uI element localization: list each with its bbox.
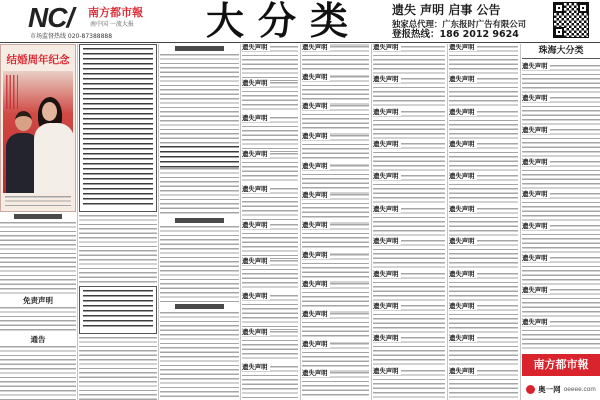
notice-body [79,337,157,400]
notice-entry [449,76,518,106]
notice-label: 遗失声明 [373,107,399,116]
column-b [79,44,157,400]
notice-label: 遗失声明 [373,172,399,181]
notice-label: 遗失声明 [373,301,399,310]
notice-entry [449,238,518,268]
column-divider [300,44,301,400]
company-meeting-text [83,290,153,330]
notice-label: 遗失声明 [242,185,268,194]
bride-head [42,102,57,121]
zhuhai-heading: 珠海大分类 [522,44,600,59]
notice-label: 遗失声明 [522,158,548,166]
notice-body [160,168,239,216]
notice-label: 遗失声明 [522,222,548,230]
notice-entry [242,151,298,185]
notice-entry [373,141,445,171]
column-a [0,44,76,400]
notice-entry [302,281,369,309]
notice-label: 遗失声明 [242,220,268,229]
notice-list [373,44,445,400]
notice-entry [522,95,600,125]
notice-entry [373,206,445,236]
column-divider [158,44,159,400]
column-g [449,44,518,400]
notice-label: 遗失声明 [449,140,475,149]
notice-entry [302,133,369,161]
notice-label: 遗失声明 [449,334,475,343]
notice-label: 遗失声明 [373,75,399,84]
notice-entry [302,341,369,369]
notice-entry [449,109,518,139]
notice-entry [449,368,518,398]
column-f [373,44,445,400]
anniversary-ad [0,44,76,212]
qr-code-icon [554,3,588,37]
notice-entry [242,115,298,149]
notice-label: 遗失声明 [373,366,399,375]
notice-label: 遗失声明 [373,140,399,149]
header-divider [0,42,600,43]
notice-entry [242,258,298,292]
vertical-text-block [6,75,19,109]
oeeee-logo-icon [526,385,535,394]
notice-entry [242,329,298,363]
notice-entry [373,109,445,139]
notice-label: 遗失声明 [242,114,268,123]
notice-label: 遗失声明 [449,237,475,246]
section-heading [175,304,224,309]
notice-entry [242,293,298,327]
notice-label: 遗失声明 [242,44,268,51]
column-divider [240,44,241,400]
notice-label: 遗失声明 [522,190,548,198]
notice-entry [522,223,600,253]
notice-entry [522,319,600,349]
footer-paper-name: 南方都市報 [522,354,600,376]
notice-label: 遗失声明 [373,269,399,278]
notice-entry [449,173,518,203]
notice-label: 遗失声明 [373,204,399,213]
notice-emphasis [160,146,239,168]
notice-label: 遗失声明 [302,280,328,289]
notice-label: 遗失声明 [522,286,548,294]
qr-finder [554,3,564,13]
notice-label: 遗失声明 [373,237,399,246]
notice-entry [522,159,600,189]
notice-entry [449,141,518,171]
section-heading [175,46,224,51]
qr-finder [578,3,588,13]
notice-entry [373,271,445,301]
agent-line: 独家总代理：广东报时广告有限公司 [392,19,526,29]
anniversary-caption [5,196,71,209]
bride-figure [34,123,73,193]
notice-entry [242,186,298,220]
notice-body [160,54,239,146]
notice-label: 遗失声明 [302,250,328,259]
paper-name: 南方都市報 [88,6,143,19]
page-title: 大分类 [206,0,363,43]
notice-entry [373,173,445,203]
notice-entry [449,206,518,236]
section-heading [14,214,61,219]
notice-label: 遗失声明 [302,102,328,111]
notice-body [79,215,157,283]
disclaimer-body [0,307,76,333]
notice-entry [373,335,445,365]
notice-label: 遗失声明 [449,301,475,310]
notice-body [0,346,76,400]
paper-slogan: 南中国 一流大报 [90,21,134,28]
notice-label: 遗失声明 [302,339,328,348]
notice-list [242,44,298,400]
notice-label: 遗失声明 [242,327,268,336]
notice-entry [449,335,518,365]
supervision-hotline: 市场监督热线 020-87388888 [30,33,113,40]
notice-label: 遗失声明 [522,126,548,134]
groom-head [15,111,32,131]
site-domain: oeeee.com [563,385,596,393]
notice-label: 遗失声明 [302,72,328,81]
column-e [302,44,369,400]
notice-heading: 通告 [30,335,46,344]
notice-label: 遗失声明 [302,221,328,230]
company-notice-box [79,44,157,212]
column-divider [371,44,372,400]
notice-label: 遗失声明 [242,256,268,265]
paper-logo-mark: NC/ [28,2,74,33]
notice-entry [302,252,369,280]
notice-entry [302,163,369,191]
notice-label: 遗失声明 [302,132,328,141]
notice-body [0,222,76,294]
notice-label: 遗失声明 [522,254,548,262]
notice-label: 遗失声明 [449,269,475,278]
notice-entry [373,76,445,106]
notice-entry [242,364,298,398]
notice-label: 遗失声明 [302,191,328,200]
notice-entry [242,80,298,114]
notice-label: 遗失声明 [449,75,475,84]
notice-entry [302,103,369,131]
column-divider [77,44,78,400]
notice-label: 遗失声明 [242,292,268,301]
notice-list [302,44,369,400]
notice-label: 遗失声明 [242,363,268,372]
notice-label: 遗失声明 [522,318,548,326]
notice-list [522,63,600,351]
notice-label: 遗失声明 [449,172,475,181]
column-divider [520,44,521,400]
company-notice-text [83,48,153,208]
notice-label: 遗失声明 [242,149,268,158]
notice-entry [522,287,600,317]
notice-entry [302,74,369,102]
notice-entry [449,303,518,333]
notice-entry [522,127,600,157]
notice-entry [302,370,369,398]
notice-entry [373,44,445,74]
section-heading [175,218,224,223]
category-line: 遗失 声明 启事 公告 [392,3,501,17]
qr-finder [554,27,564,37]
couple-photo [3,71,73,193]
notice-label: 遗失声明 [302,161,328,170]
notice-entry [302,192,369,220]
notice-entry [522,191,600,221]
notice-label: 遗失声明 [449,204,475,213]
notice-entry [373,368,445,398]
notice-entry [302,311,369,339]
notice-label: 遗失声明 [302,310,328,319]
disclaimer-heading: 免责声明 [23,296,53,305]
notice-body [160,312,239,400]
column-zhuhai [522,44,600,400]
notice-entry [373,303,445,333]
notice-entry [522,63,600,93]
notice-entry [449,271,518,301]
notice-body [160,226,239,302]
notice-entry [302,44,369,72]
footer-site [522,378,600,400]
notice-entry [449,44,518,74]
notice-label: 遗失声明 [522,94,548,102]
notice-label: 遗失声明 [302,44,328,51]
notice-entry [522,255,600,285]
notice-entry [242,222,298,256]
notice-label: 遗失声明 [449,366,475,375]
column-divider [447,44,448,400]
site-name: 奥一网 [538,384,561,394]
notice-entry [302,222,369,250]
anniversary-title: 结婚周年纪念 [6,54,70,66]
notice-label: 遗失声明 [373,44,399,51]
company-meeting-box [79,286,157,334]
ad-phone-line: 登报热线：186 2012 9624 [392,29,519,40]
notice-label: 遗失声明 [449,44,475,51]
notice-label: 遗失声明 [522,62,548,70]
column-c [160,44,239,400]
notice-label: 遗失声明 [449,107,475,116]
notice-label: 遗失声明 [242,78,268,87]
notice-label: 遗失声明 [373,334,399,343]
notice-list [449,44,518,400]
notice-entry [373,238,445,268]
notice-entry [242,44,298,78]
notice-label: 遗失声明 [302,369,328,378]
column-d [242,44,298,400]
